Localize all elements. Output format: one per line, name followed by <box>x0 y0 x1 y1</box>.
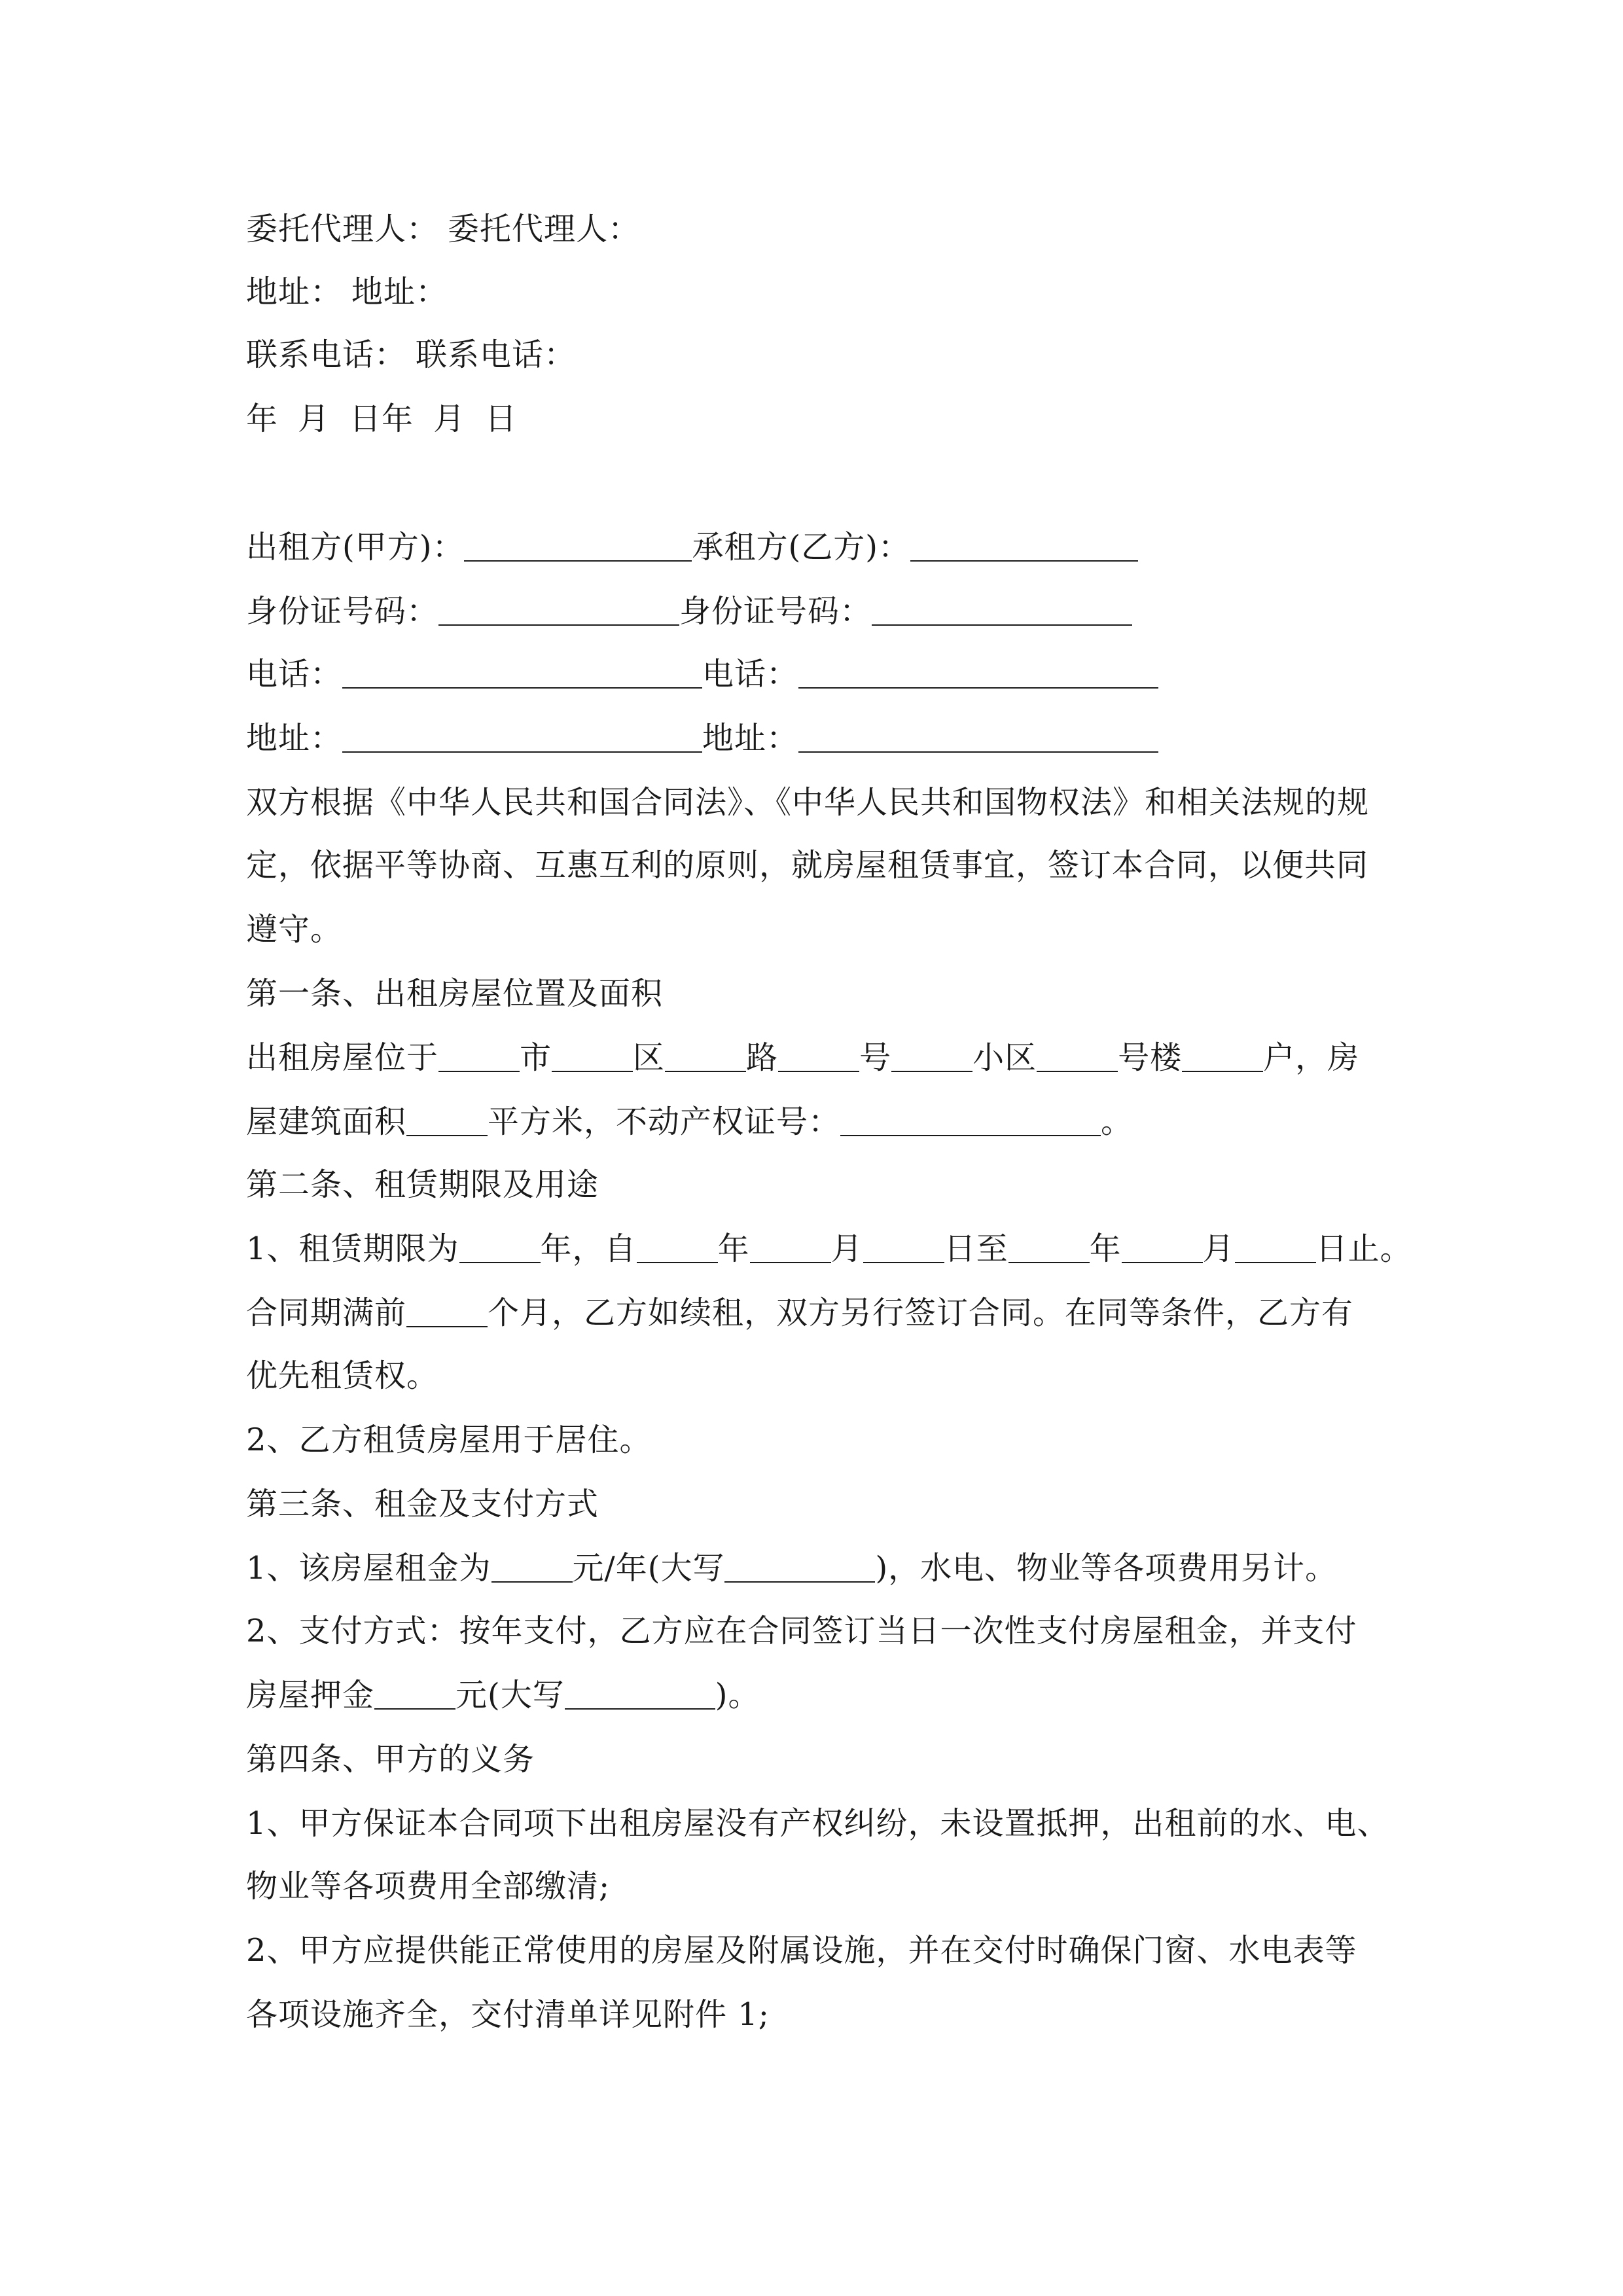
lessee-phone-blank[interactable] <box>798 658 1158 689</box>
lessor-phone-blank[interactable] <box>342 658 702 689</box>
lessor-blank[interactable] <box>464 531 692 562</box>
date-day-1: 日 <box>349 401 382 437</box>
lessee-agent-label: 委托代理人： <box>448 211 641 247</box>
start-month-blank[interactable] <box>750 1233 831 1263</box>
intro-line-1: 双方根据《中华人民共和国合同法》、《中华人民共和国物权法》和相关法规的规 <box>246 784 1370 821</box>
agent-line <box>246 209 640 249</box>
rent-mid: 元/年(大写 <box>572 1550 725 1587</box>
district-unit: 区 <box>633 1039 666 1076</box>
end-day-unit: 日止。 <box>1315 1230 1412 1267</box>
date-month-2: 月 <box>433 401 466 437</box>
lessee-phone-field-label: 电话： <box>702 656 799 692</box>
article4-p1: 1、甲方保证本合同项下出租房屋没有产权纠纷，未设置抵押，出租前的水、电、 <box>246 1805 1389 1842</box>
rent-words-blank[interactable] <box>724 1552 875 1583</box>
area-end: 。 <box>1101 1103 1133 1140</box>
end-year-unit: 年 <box>1089 1230 1122 1267</box>
community-blank[interactable] <box>891 1042 972 1072</box>
deposit-tail: )。 <box>715 1677 760 1713</box>
intro-line-2: 定，依据平等协商、互惠互利的原则，就房屋租赁事宜，签订本合同，以便共同 <box>246 847 1369 884</box>
unit-unit: 户，房 <box>1263 1039 1360 1076</box>
area-lead: 屋建筑面积 <box>246 1103 407 1140</box>
party-address-line <box>246 719 1158 758</box>
deposit-amount-blank[interactable] <box>374 1679 455 1710</box>
unit-blank[interactable] <box>1182 1042 1263 1072</box>
date-year-2: 年 <box>382 401 414 437</box>
district-blank[interactable] <box>552 1042 633 1072</box>
term-years-unit: 年，自 <box>540 1230 637 1267</box>
date-month-1: 月 <box>298 401 330 437</box>
start-month-unit: 月 <box>830 1230 863 1267</box>
article3-deposit-line <box>246 1676 760 1715</box>
lessee-address-field-label: 地址： <box>702 720 799 757</box>
article1-title: 第一条、出租房屋位置及面积 <box>246 975 664 1012</box>
renewal-lead: 合同期满前 <box>246 1295 407 1331</box>
location-lead: 出租房屋位于 <box>246 1039 439 1076</box>
lessee-phone-label: 联系电话： <box>416 336 577 373</box>
start-day-unit: 日至 <box>944 1230 1008 1267</box>
end-month-unit: 月 <box>1202 1230 1235 1267</box>
article4-p4: 各项设施齐全，交付清单详见附件 1; <box>246 1996 770 2033</box>
city-blank[interactable] <box>438 1042 520 1072</box>
end-year-blank[interactable] <box>1008 1233 1090 1263</box>
area-blank[interactable] <box>406 1106 488 1136</box>
renewal-months-blank[interactable] <box>406 1297 488 1327</box>
article1-location-line <box>246 1038 1359 1077</box>
article1-area-line <box>246 1102 1133 1141</box>
lessor-id-blank[interactable] <box>438 596 679 626</box>
rent-amount-blank[interactable] <box>491 1552 573 1583</box>
building-blank[interactable] <box>1037 1042 1118 1072</box>
community-unit: 小区 <box>972 1039 1037 1076</box>
road-blank[interactable] <box>665 1042 746 1072</box>
lessor-address-label: 地址： <box>246 274 343 310</box>
article4-p3: 2、甲方应提供能正常使用的房屋及附属设施，并在交付时确保门窗、水电表等 <box>246 1932 1357 1969</box>
lessee-blank[interactable] <box>910 531 1138 562</box>
party-phone-line <box>246 655 1158 694</box>
article2-term-line <box>246 1229 1412 1268</box>
article3-payment-line: 2、支付方式：按年支付，乙方应在合同签订当日一次性支付房屋租金，并支付 <box>246 1613 1357 1649</box>
building-unit: 号楼 <box>1118 1039 1183 1076</box>
city-unit: 市 <box>520 1039 552 1076</box>
signature-phone-line <box>246 335 576 374</box>
rent-lead: 1、该房屋租金为 <box>246 1550 491 1587</box>
area-unit: 平方米，不动产权证号： <box>488 1103 841 1140</box>
term-lead: 1、租赁期限为 <box>246 1230 459 1267</box>
lessor-phone-field-label: 电话： <box>246 656 343 692</box>
lessee-address-label: 地址： <box>351 274 448 310</box>
lessor-agent-label: 委托代理人： <box>246 211 439 247</box>
article2-usage-line: 2、乙方租赁房屋用于居住。 <box>246 1422 652 1458</box>
article2-priority-line: 优先租赁权。 <box>246 1357 439 1394</box>
start-year-blank[interactable] <box>637 1233 718 1263</box>
lessor-address-blank[interactable] <box>342 723 702 753</box>
number-unit: 号 <box>859 1039 892 1076</box>
article3-rent-line <box>246 1549 1337 1588</box>
lessee-id-blank[interactable] <box>872 596 1132 626</box>
start-year-unit: 年 <box>717 1230 750 1267</box>
rent-tail: )，水电、物业等各项费用另计。 <box>875 1550 1338 1587</box>
lessee-address-blank[interactable] <box>798 723 1158 753</box>
article3-title: 第三条、租金及支付方式 <box>246 1486 599 1522</box>
date-year-1: 年 <box>246 401 279 437</box>
article2-title: 第二条、租赁期限及用途 <box>246 1166 599 1203</box>
term-years-blank[interactable] <box>459 1233 541 1263</box>
lessor-phone-label: 联系电话： <box>246 336 407 373</box>
start-day-blank[interactable] <box>863 1233 944 1263</box>
article2-renewal-line <box>246 1293 1353 1333</box>
end-day-blank[interactable] <box>1235 1233 1316 1263</box>
date-day-2: 日 <box>485 401 518 437</box>
id-line <box>246 592 1132 631</box>
deposit-lead: 房屋押金 <box>246 1677 375 1713</box>
article4-p2: 物业等各项费用全部缴清; <box>246 1868 611 1905</box>
number-blank[interactable] <box>778 1042 859 1072</box>
property-cert-blank[interactable] <box>840 1106 1101 1136</box>
deposit-mid: 元(大写 <box>455 1677 565 1713</box>
lessee-id-label: 身份证号码： <box>679 593 872 630</box>
signature-address-line <box>246 272 448 312</box>
renewal-tail: 个月，乙方如续租，双方另行签订合同。在同等条件，乙方有 <box>488 1295 1354 1331</box>
intro-line-3: 遵守。 <box>246 911 343 948</box>
deposit-words-blank[interactable] <box>565 1679 715 1710</box>
signature-date-line <box>246 399 517 439</box>
lessee-label: 承租方(乙方)： <box>692 529 910 565</box>
lessor-address-field-label: 地址： <box>246 720 343 757</box>
end-month-blank[interactable] <box>1122 1233 1203 1263</box>
lessor-label: 出租方(甲方)： <box>246 529 465 565</box>
road-unit: 路 <box>746 1039 779 1076</box>
article4-title: 第四条、甲方的义务 <box>246 1741 535 1778</box>
parties-line <box>246 528 1138 567</box>
lessor-id-label: 身份证号码： <box>246 593 439 630</box>
